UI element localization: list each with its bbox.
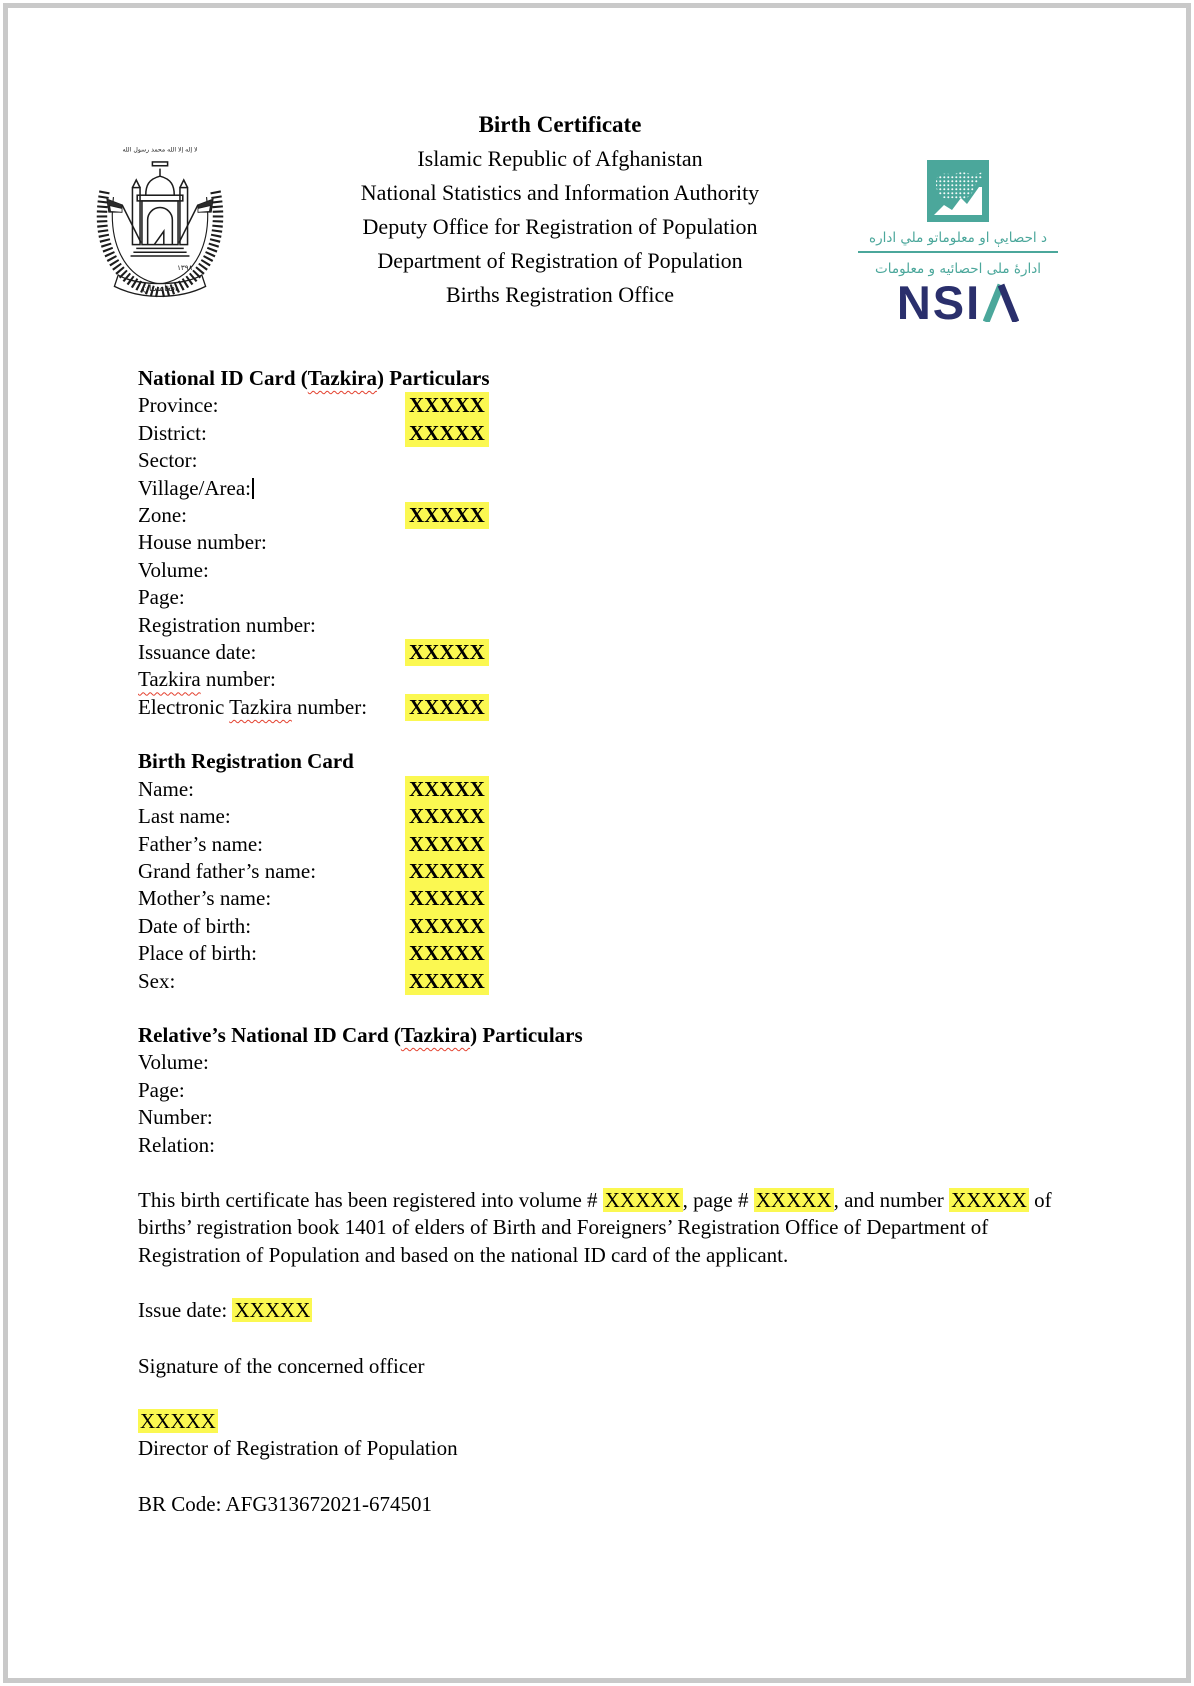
- field-value[interactable]: XXXXX: [405, 858, 489, 885]
- field-value[interactable]: XXXXX: [405, 968, 489, 995]
- field-label: Electronic Tazkira number:: [138, 694, 368, 719]
- field-label: Sex:: [138, 968, 176, 993]
- field-label: Volume:: [138, 557, 209, 582]
- field-row-relative-relation: [138, 1132, 1060, 1159]
- field-row-electronic-tazkira-number: [138, 694, 1060, 721]
- field-label: House number:: [138, 530, 267, 555]
- field-label: Name:: [138, 776, 194, 801]
- section-heading-national-id: National ID Card (Tazkira) Particulars: [138, 366, 490, 390]
- section-heading-birth-card: Birth Registration Card: [138, 749, 354, 774]
- field-label: Last name:: [138, 804, 231, 829]
- section-heading-relative: Relative’s National ID Card (Tazkira) Particulars: [138, 1022, 583, 1047]
- field-label: Province:: [138, 393, 219, 418]
- field-row-sex: [138, 968, 1060, 995]
- placeholder-highlight[interactable]: XXXXX: [755, 1187, 832, 1212]
- field-row-issuance-date: [138, 639, 1060, 666]
- field-value[interactable]: XXXXX: [405, 502, 489, 529]
- field-value[interactable]: XXXXX: [405, 420, 489, 447]
- field-row-volume: [138, 557, 1060, 584]
- issue-date-label: Issue date:: [138, 1298, 233, 1323]
- field-value[interactable]: XXXXX: [405, 639, 489, 666]
- nsia-pashto-name: د احصایې او معلوماتو ملي اداره: [869, 230, 1047, 246]
- field-row-relative-number: [138, 1104, 1060, 1131]
- field-label: Date of birth:: [138, 913, 252, 938]
- field-value[interactable]: XXXXX: [405, 913, 489, 940]
- field-row-date-of-birth: [138, 913, 1060, 940]
- field-label: Volume:: [138, 1050, 209, 1075]
- nsia-map-chart-icon: [927, 160, 989, 222]
- nsia-wordmark: [852, 276, 1064, 329]
- field-row-sector: [138, 447, 1060, 474]
- nsia-dari-name: ادارۀ ملی احصائیه و معلومات: [875, 261, 1041, 277]
- field-label: Number:: [138, 1105, 213, 1130]
- field-label: Page:: [138, 585, 185, 610]
- field-row-village-area: [138, 475, 1060, 502]
- issue-date-line: [138, 1297, 1060, 1324]
- registration-statement-paragraph: This birth certificate has been registered into volume # XXXXX, page # XXXXX, and number XXXXX of births’ registration book 1401 of elders of Birth and Foreigners’ Registration Office of Department of Registration of Population and based on the national ID card of the applicant.: [138, 1187, 1052, 1267]
- field-label: Page:: [138, 1077, 185, 1102]
- page-title: Birth Certificate: [478, 112, 642, 137]
- misspelled-word: Tazkira: [229, 694, 292, 719]
- field-label: Tazkira number:: [138, 667, 276, 692]
- org-line-births-office: Births Registration Office: [445, 282, 675, 307]
- field-value[interactable]: XXXXX: [405, 885, 489, 912]
- document-body: [138, 365, 1060, 1518]
- field-row-page: [138, 584, 1060, 611]
- misspelled-word: Tazkira: [307, 366, 377, 390]
- signature-value[interactable]: XXXXX: [140, 1409, 216, 1433]
- org-line-authority: National Statistics and Information Authority: [360, 180, 760, 205]
- field-label: Registration number:: [138, 612, 316, 637]
- field-row-name: [138, 776, 1060, 803]
- misspelled-word: Tazkira: [138, 667, 201, 692]
- blank-line: [138, 995, 1060, 1022]
- field-row-relative-volume: [138, 1049, 1060, 1076]
- field-row-father-name: [138, 831, 1060, 858]
- issue-date-value[interactable]: XXXXX: [234, 1298, 311, 1323]
- field-row-relative-page: [138, 1077, 1060, 1104]
- director-title: Director of Registration of Population: [138, 1436, 458, 1461]
- field-value[interactable]: XXXXX: [405, 803, 489, 830]
- nsia-wordmark-nsi: NSI: [896, 276, 982, 329]
- field-value[interactable]: XXXXX: [405, 694, 489, 721]
- placeholder-highlight[interactable]: XXXXX: [604, 1187, 681, 1212]
- emblem-banner-text: افغانستان: [142, 284, 178, 295]
- field-label: Place of birth:: [138, 941, 257, 966]
- nsia-divider: [858, 251, 1058, 253]
- field-label: Mother’s name:: [138, 886, 272, 911]
- blank-line: [138, 721, 1060, 748]
- placeholder-highlight[interactable]: XXXXX: [951, 1187, 1027, 1212]
- field-label: Relation:: [138, 1132, 215, 1157]
- field-value[interactable]: XXXXX: [405, 831, 489, 858]
- field-label: District:: [138, 420, 207, 445]
- section-national-id: [138, 365, 1060, 721]
- br-code: BR Code: AFG313672021-674501: [138, 1491, 433, 1516]
- signature-caption: Signature of the concerned officer: [138, 1353, 425, 1378]
- field-row-registration-number: [138, 612, 1060, 639]
- nsia-logo: [852, 160, 1064, 329]
- field-label: Zone:: [138, 503, 187, 528]
- emblem-year-text: ۱۳۹۸: [177, 263, 193, 273]
- emblem-shahada-text: لا إله إلا الله محمد رسول الله: [122, 146, 198, 154]
- field-row-house-number: [138, 529, 1060, 556]
- misspelled-word: Tazkira: [400, 1022, 471, 1047]
- field-row-zone: [138, 502, 1060, 529]
- field-label: Village/Area:: [138, 475, 405, 502]
- field-row-last-name: [138, 803, 1060, 830]
- field-value[interactable]: XXXXX: [405, 776, 489, 803]
- org-line-country: Islamic Republic of Afghanistan: [417, 146, 703, 171]
- field-label: Grand father’s name:: [138, 858, 317, 883]
- field-label: Issuance date:: [138, 640, 257, 665]
- section-relative-national-id: [138, 1022, 1060, 1159]
- field-row-province: [138, 392, 1060, 419]
- field-row-mother-name: [138, 885, 1060, 912]
- field-row-grandfather-name: [138, 858, 1060, 885]
- field-row-district: [138, 420, 1060, 447]
- field-row-place-of-birth: [138, 940, 1060, 967]
- signature-placeholder: [138, 1408, 1060, 1435]
- section-birth-registration-card: [138, 748, 1060, 995]
- nsia-wordmark-a-peak-icon: [983, 282, 1019, 322]
- field-value[interactable]: XXXXX: [405, 940, 489, 967]
- field-value[interactable]: XXXXX: [405, 392, 489, 419]
- text-cursor: [252, 478, 254, 499]
- field-label: Father’s name:: [138, 831, 263, 856]
- org-line-department: Department of Registration of Population: [377, 248, 743, 273]
- field-row-tazkira-number: [138, 666, 1060, 693]
- field-label: Sector:: [138, 448, 198, 473]
- org-line-deputy-office: Deputy Office for Registration of Population: [362, 214, 758, 239]
